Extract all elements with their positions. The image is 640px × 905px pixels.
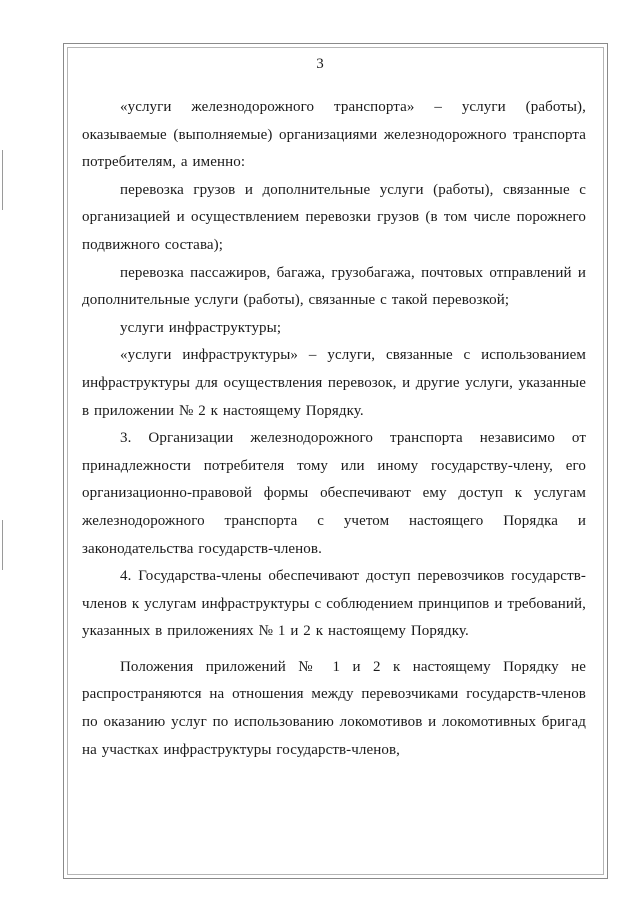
paragraph-definition-infrastructure-services: «услуги инфраструктуры» – услуги, связанные с использованием инфраструктуры для осуществления перевозок, и другие услуги, указанные в приложении № 2 к настоящему Порядку. (82, 347, 586, 419)
paragraph-clause-4: 4. Государства-члены обеспечивают доступ перевозчиков государств-членов к услугам инфраструктуры с соблюдением принципов и требований, указанных в приложениях № 1 и 2 к настоящему Порядку. (82, 568, 586, 640)
document-body (82, 94, 586, 764)
paragraph-infrastructure-services: услуги инфраструктуры; (120, 319, 282, 336)
paragraph-definition-rail-services: «услуги железнодорожного транспорта» – услуги (работы), оказываемые (выполняемые) организациями железнодорожного транспорта потребителям, а именно: (82, 99, 586, 171)
page-number: 3 (316, 56, 324, 72)
paragraph-clause-3: 3. Организации железнодорожного транспорта независимо от принадлежности потребителя тому или иному государству-члену, его организационно-правовой формы обеспечивают ему доступ к услугам железнодорожного транспорта с учетом настоящего Порядка и законодательства государств-членов. (82, 430, 586, 557)
scan-edge-mark (2, 520, 3, 570)
scan-edge-mark (2, 150, 3, 210)
paragraph-passenger-transport: перевозка пассажиров, багажа, грузобагажа, почтовых отправлений и дополнительные услуги (работы), связанные с такой перевозкой; (82, 264, 586, 309)
paragraph-appendix-provisions: Положения приложений № 1 и 2 к настоящему Порядку не распространяются на отношения между перевозчиками государств-членов по оказанию услуг по использованию локомотивов и локомотивных бригад на участках инфраструктуры государств-членов, (82, 658, 586, 758)
paragraph-freight-transport: перевозка грузов и дополнительные услуги (работы), связанные с организацией и осуществлением перевозки грузов (в том числе порожнего подвижного состава); (82, 181, 586, 253)
